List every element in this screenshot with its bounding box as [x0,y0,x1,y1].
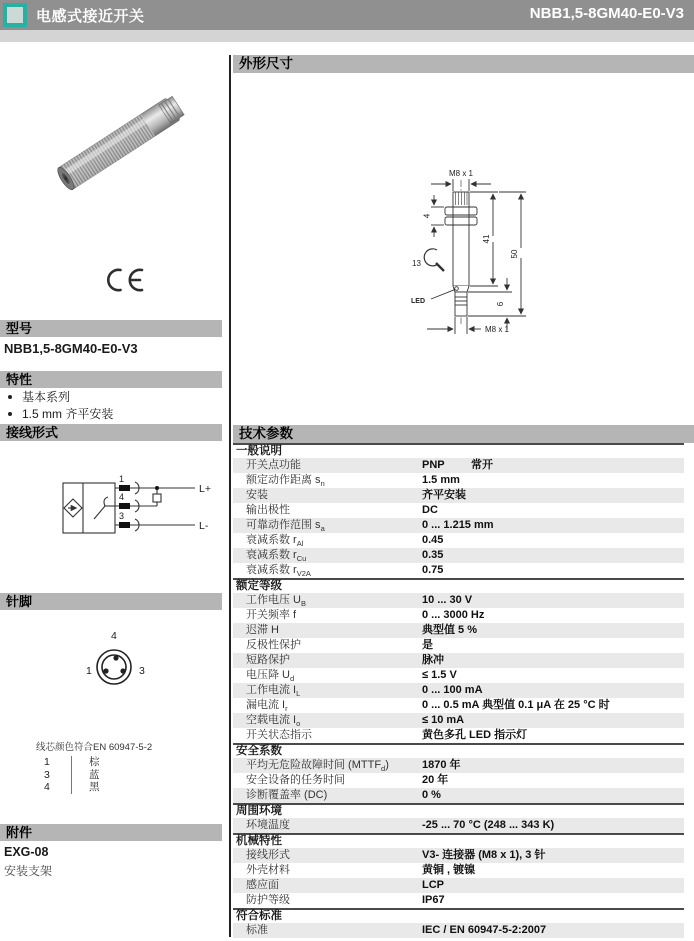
tech-row [233,548,684,563]
pin-number: 3 [44,768,50,781]
pinout-top-label: 4 [111,630,117,642]
tech-row-label: 迟滞 H [246,624,279,636]
bullet-icon [8,395,12,399]
tech-row [233,713,684,728]
tech-row-label: 工作电压 $U_B$ [246,594,307,609]
tech-row-label: 开关点功能 [246,459,301,471]
tech-row-label: 开关状态指示 [246,729,312,741]
pin-color: 蓝 [89,768,100,781]
tech-row-value: 0 ... 1.215 mm [422,519,494,531]
tech-row-value: 0 ... 3000 Hz [422,609,485,621]
ce-mark [100,266,148,296]
feature-text: 1.5 mm 齐平安装 [22,407,114,421]
product-number-title: NBB1,5-8GM40-E0-V3 [529,5,684,22]
tech-row [233,668,684,683]
page-header-bar [0,0,694,30]
features-list [2,388,220,422]
accessory-description: 安装支架 [4,864,53,878]
pin-color-pins [44,756,71,794]
tech-row [233,623,684,638]
tech-row-value: 0 ... 0.5 mA 典型值 0.1 μA 在 25 °C 时 [422,699,610,711]
tech-section-header: 符合标准 [233,908,684,923]
section-header-connection: 接线形式 [0,424,222,441]
tech-row-label: 反极性保护 [246,639,301,651]
tech-row-label: 平均无危险故障时间 $(MTTF_d)$ [246,759,389,774]
tech-row [233,788,684,803]
tech-row [233,848,684,863]
section-header-tech: 技术参数 [233,425,694,443]
tech-row-value: 10 ... 30 V [422,594,473,606]
tech-row [233,473,684,488]
tech-row [233,878,684,893]
tech-section-header: 机械特性 [233,833,684,848]
tech-row [233,758,684,773]
tech-row-value-2: 常开 [471,459,493,471]
page-title: 电感式接近开关 [36,8,145,25]
tech-row-label: 衰减系数 $r_{V2A}$ [246,564,311,579]
tech-row [233,893,684,908]
section-header-features: 特性 [0,371,222,388]
tech-row [233,653,684,668]
brand-logo-icon [3,3,27,27]
tech-row-label: 接线形式 [246,849,290,861]
tech-row-value: 0 ... 100 mA [422,684,483,696]
tech-row-value: DC [422,504,438,516]
wiring-lplus-label: L+ [199,483,211,495]
tech-row [233,608,684,623]
section-header-dimensions: 外形尺寸 [233,55,694,73]
pin-color: 棕 [89,756,100,768]
tech-row-label: 衰减系数 $r_{Al}$ [246,534,304,549]
tech-row-label: 空载电流 $I_o$ [246,714,301,729]
tech-row [233,863,684,878]
tech-row-label: 可靠动作范围 $s_a$ [246,519,325,534]
section-header-model: 型号 [0,320,222,337]
tech-row-value: IP67 [422,894,445,906]
tech-section-header: 安全系数 [233,743,684,758]
tech-row [233,698,684,713]
tech-row [233,683,684,698]
tech-row-label: 输出极性 [246,504,290,516]
tech-table [233,443,684,938]
wiring-pin4-label: 4 [119,492,125,502]
tech-row-label: 标准 [246,924,268,936]
product-photo [35,60,210,225]
tech-row-label: 衰减系数 $r_{Cu}$ [246,549,307,564]
section-header-accessories: 附件 [0,824,222,841]
pin-number: 1 [44,756,50,768]
tech-row-label: 防护等级 [246,894,290,906]
tech-row [233,533,684,548]
dim-wrench-label: 13 [412,259,421,268]
pin-number: 4 [44,781,50,793]
tech-row-label: 安全设备的任务时间 [246,774,345,786]
tech-row-value: LCP [422,879,444,891]
header-substrip [0,30,694,42]
dimension-drawing [385,166,595,344]
tech-row [233,923,684,938]
tech-row-label: 诊断覆盖率 (DC) [246,789,328,801]
tech-row-value: ≤ 10 mA [422,714,465,726]
tech-row-value: V3- 连接器 (M8 x 1), 3 针 [422,849,546,861]
pinout-left-label: 1 [86,665,92,677]
dim-led-label: LED [411,298,425,305]
tech-row-value: 0.35 [422,549,444,561]
section-header-pinout: 针脚 [0,593,222,610]
tech-row-label: 感应面 [246,879,279,891]
dim-total-label: 50 [510,249,519,259]
pin-color-colors [72,756,100,794]
pin-color-table [44,756,100,794]
tech-row-value: 1.5 mm [422,474,460,486]
pin-color: 黑 [89,781,100,793]
tech-section-header: 周围环境 [233,803,684,818]
tech-row-value: 脉冲 [422,654,444,666]
dim-thread-bottom-label: M8 x 1 [485,325,510,334]
feature-text: 基本系列 [22,390,71,404]
tech-row [233,518,684,533]
tech-row-value: 1870 年 [422,759,461,771]
bullet-icon [8,412,12,416]
wiring-lminus-label: L- [199,520,209,532]
tech-row-value: -25 ... 70 °C (248 ... 343 K) [422,819,555,831]
tech-row-value: 0 % [422,789,441,801]
tech-row-label: 电压降 $U_d$ [246,669,295,684]
column-divider [229,55,231,937]
tech-row-label: 开关频率 f [246,609,297,621]
tech-row [233,818,684,833]
model-number: NBB1,5-8GM40-E0-V3 [4,341,138,356]
tech-row-label: 漏电流 $I_r$ [246,699,288,714]
pinout-right-label: 3 [139,665,145,677]
tech-row-label: 外壳材料 [246,864,290,876]
tech-row [233,488,684,503]
tech-row [233,728,684,743]
tech-row-label: 短路保护 [246,654,290,666]
tech-row-value: ≤ 1.5 V [422,669,457,681]
connector-pinout-diagram [84,628,148,692]
tech-row-label: 额定动作距离 $s_n$ [246,474,325,489]
tech-row-value: 典型值 5 % [422,624,478,636]
tech-row-value: IEC / EN 60947-5-2:2007 [422,924,547,936]
wiring-diagram [45,468,217,558]
tech-row-label: 环境温度 [246,819,290,831]
feature-item [2,405,220,422]
tech-row [233,503,684,518]
dim-body-label: 41 [482,234,491,244]
tech-row-value: 齐平安装 [422,489,466,501]
tech-row-label: 工作电流 $I_L$ [246,684,301,699]
tech-row-value: 黄色多孔 LED 指示灯 [422,729,528,741]
tech-row-value: PNP [422,459,445,471]
dim-thread-top-label: M8 x 1 [448,169,474,178]
tech-row-value: 0.45 [422,534,444,546]
tech-row [233,593,684,608]
tech-row-value: 0.75 [422,564,444,576]
tech-row [233,638,684,653]
accessory-model: EXG-08 [4,845,49,859]
tech-row-value: 黄铜 , 镀镍 [422,864,476,876]
tech-section-header: 一般说明 [233,443,684,458]
tech-row [233,773,684,788]
tech-row [233,458,684,473]
dim-connector-label: 6 [496,301,505,307]
dim-nut-label: 4 [422,213,432,219]
tech-row [233,563,684,578]
tech-row-value: 是 [422,639,433,651]
tech-section-header: 额定等级 [233,578,684,593]
wire-color-note: 线芯颜色符合EN 60947-5-2 [36,742,153,753]
feature-item [2,388,220,405]
tech-row-label: 安装 [246,489,268,501]
wiring-pin3-label: 3 [119,511,125,521]
tech-row-value: 20 年 [422,774,449,786]
wiring-pin1-label: 1 [119,474,125,484]
